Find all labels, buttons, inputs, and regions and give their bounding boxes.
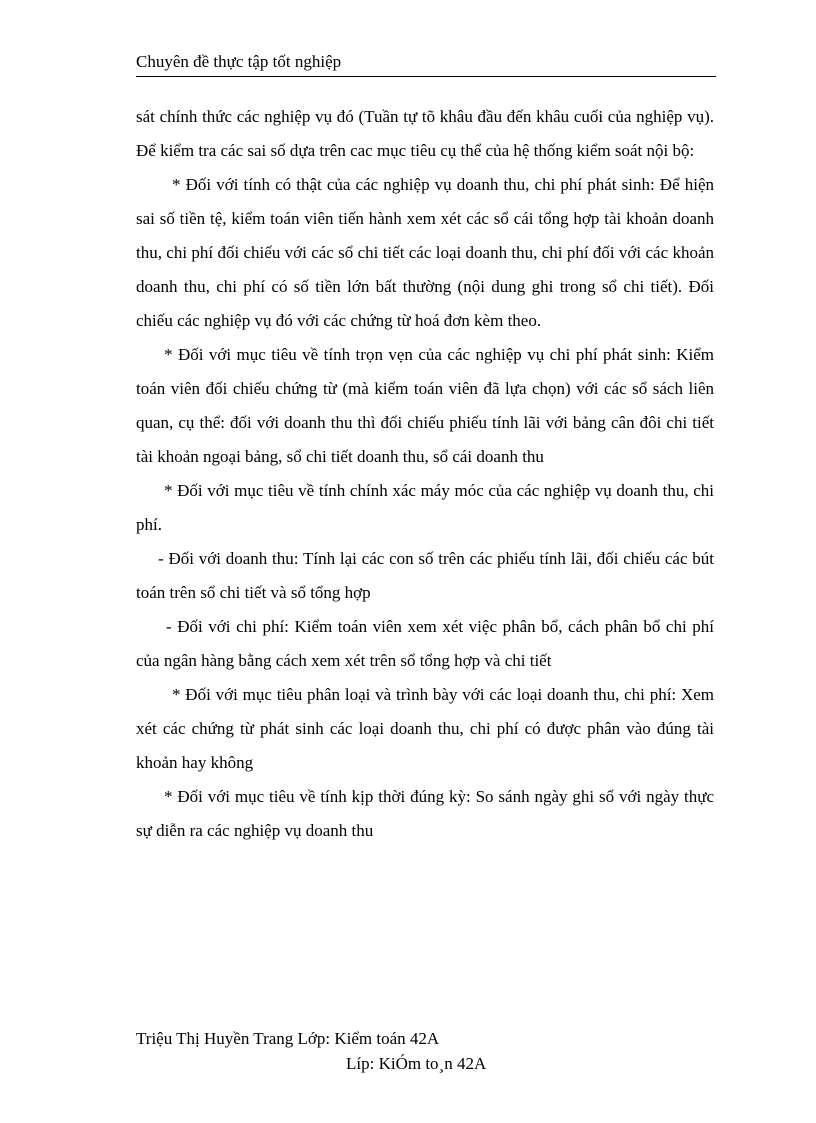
paragraph-accuracy-objective: * Đối với mục tiêu về tính chính xác máy móc của các nghiệp vụ doanh thu, chi phí.	[136, 481, 714, 534]
paragraph-expense-check: - Đối với chi phí: Kiểm toán viên xem xét việc phân bổ, cách phân bổ chi phí của ngân hàng bằng cách xem xét trên sổ tổng hợp và chi tiết	[136, 617, 714, 670]
paragraph-revenue-check: - Đối với doanh thu: Tính lại các con số trên các phiếu tính lãi, đối chiếu các bút toán trên sổ chi tiết và sổ tổng hợp	[136, 549, 714, 602]
page-header-title: Chuyên đề thực tập tốt nghiệp	[136, 50, 716, 77]
paragraph-classification-objective: * Đối với mục tiêu phân loại và trình bày với các loại doanh thu, chi phí: Xem xét các chứng từ phát sinh các loại doanh thu, chi phí có được phân vào đúng tài khoản hay không	[136, 685, 714, 772]
paragraph-intro: sát chính thức các nghiệp vụ đó (Tuần tự tõ khâu đầu đến khâu cuối của nghiệp vụ). Để kiểm tra các sai số dựa trên cac mục tiêu cụ thể của hệ thống kiểm soát nội bộ:	[136, 107, 714, 160]
document-body	[136, 100, 714, 848]
paragraph-existence-objective: * Đối với tính có thật của các nghiệp vụ doanh thu, chi phí phát sinh: Để hiện sai số tiền tệ, kiểm toán viên tiến hành xem xét các sổ cái tổng hợp tài khoản doanh thu, chi phí đối chiếu với các sổ chi tiết các loại doanh thu, chi phí đối với các khoản doanh thu, chi phí có số tiền lớn bất thường (nội dung ghi trong sổ chi tiết). Đối chiếu các nghiệp vụ đó với các chứng từ hoá đơn kèm theo.	[136, 175, 714, 330]
paragraph-timeliness-objective: * Đối với mục tiêu về tính kịp thời đúng kỳ: So sánh ngày ghi sổ với ngày thực sự diễn ra các nghiệp vụ doanh thu	[136, 787, 714, 840]
footer-author-class: Triệu Thị Huyền Trang Lớp: Kiểm toán 42A	[136, 1029, 440, 1048]
paragraph-completeness-objective: * Đối với mục tiêu về tính trọn vẹn của các nghiệp vụ chi phí phát sinh: Kiểm toán viên đối chiếu chứng từ (mà kiểm toán viên đã lựa chọn) với các sổ sách liên quan, cụ thể: đối với doanh thu thì đối chiếu phiếu tính lãi với bảng cân đôi chi tiết tài khoản ngoại bảng, sổ chi tiết doanh thu, sổ cái doanh thu	[136, 345, 714, 466]
footer-class-garbled: Líp: KiÓm to¸n 42A	[346, 1054, 487, 1073]
